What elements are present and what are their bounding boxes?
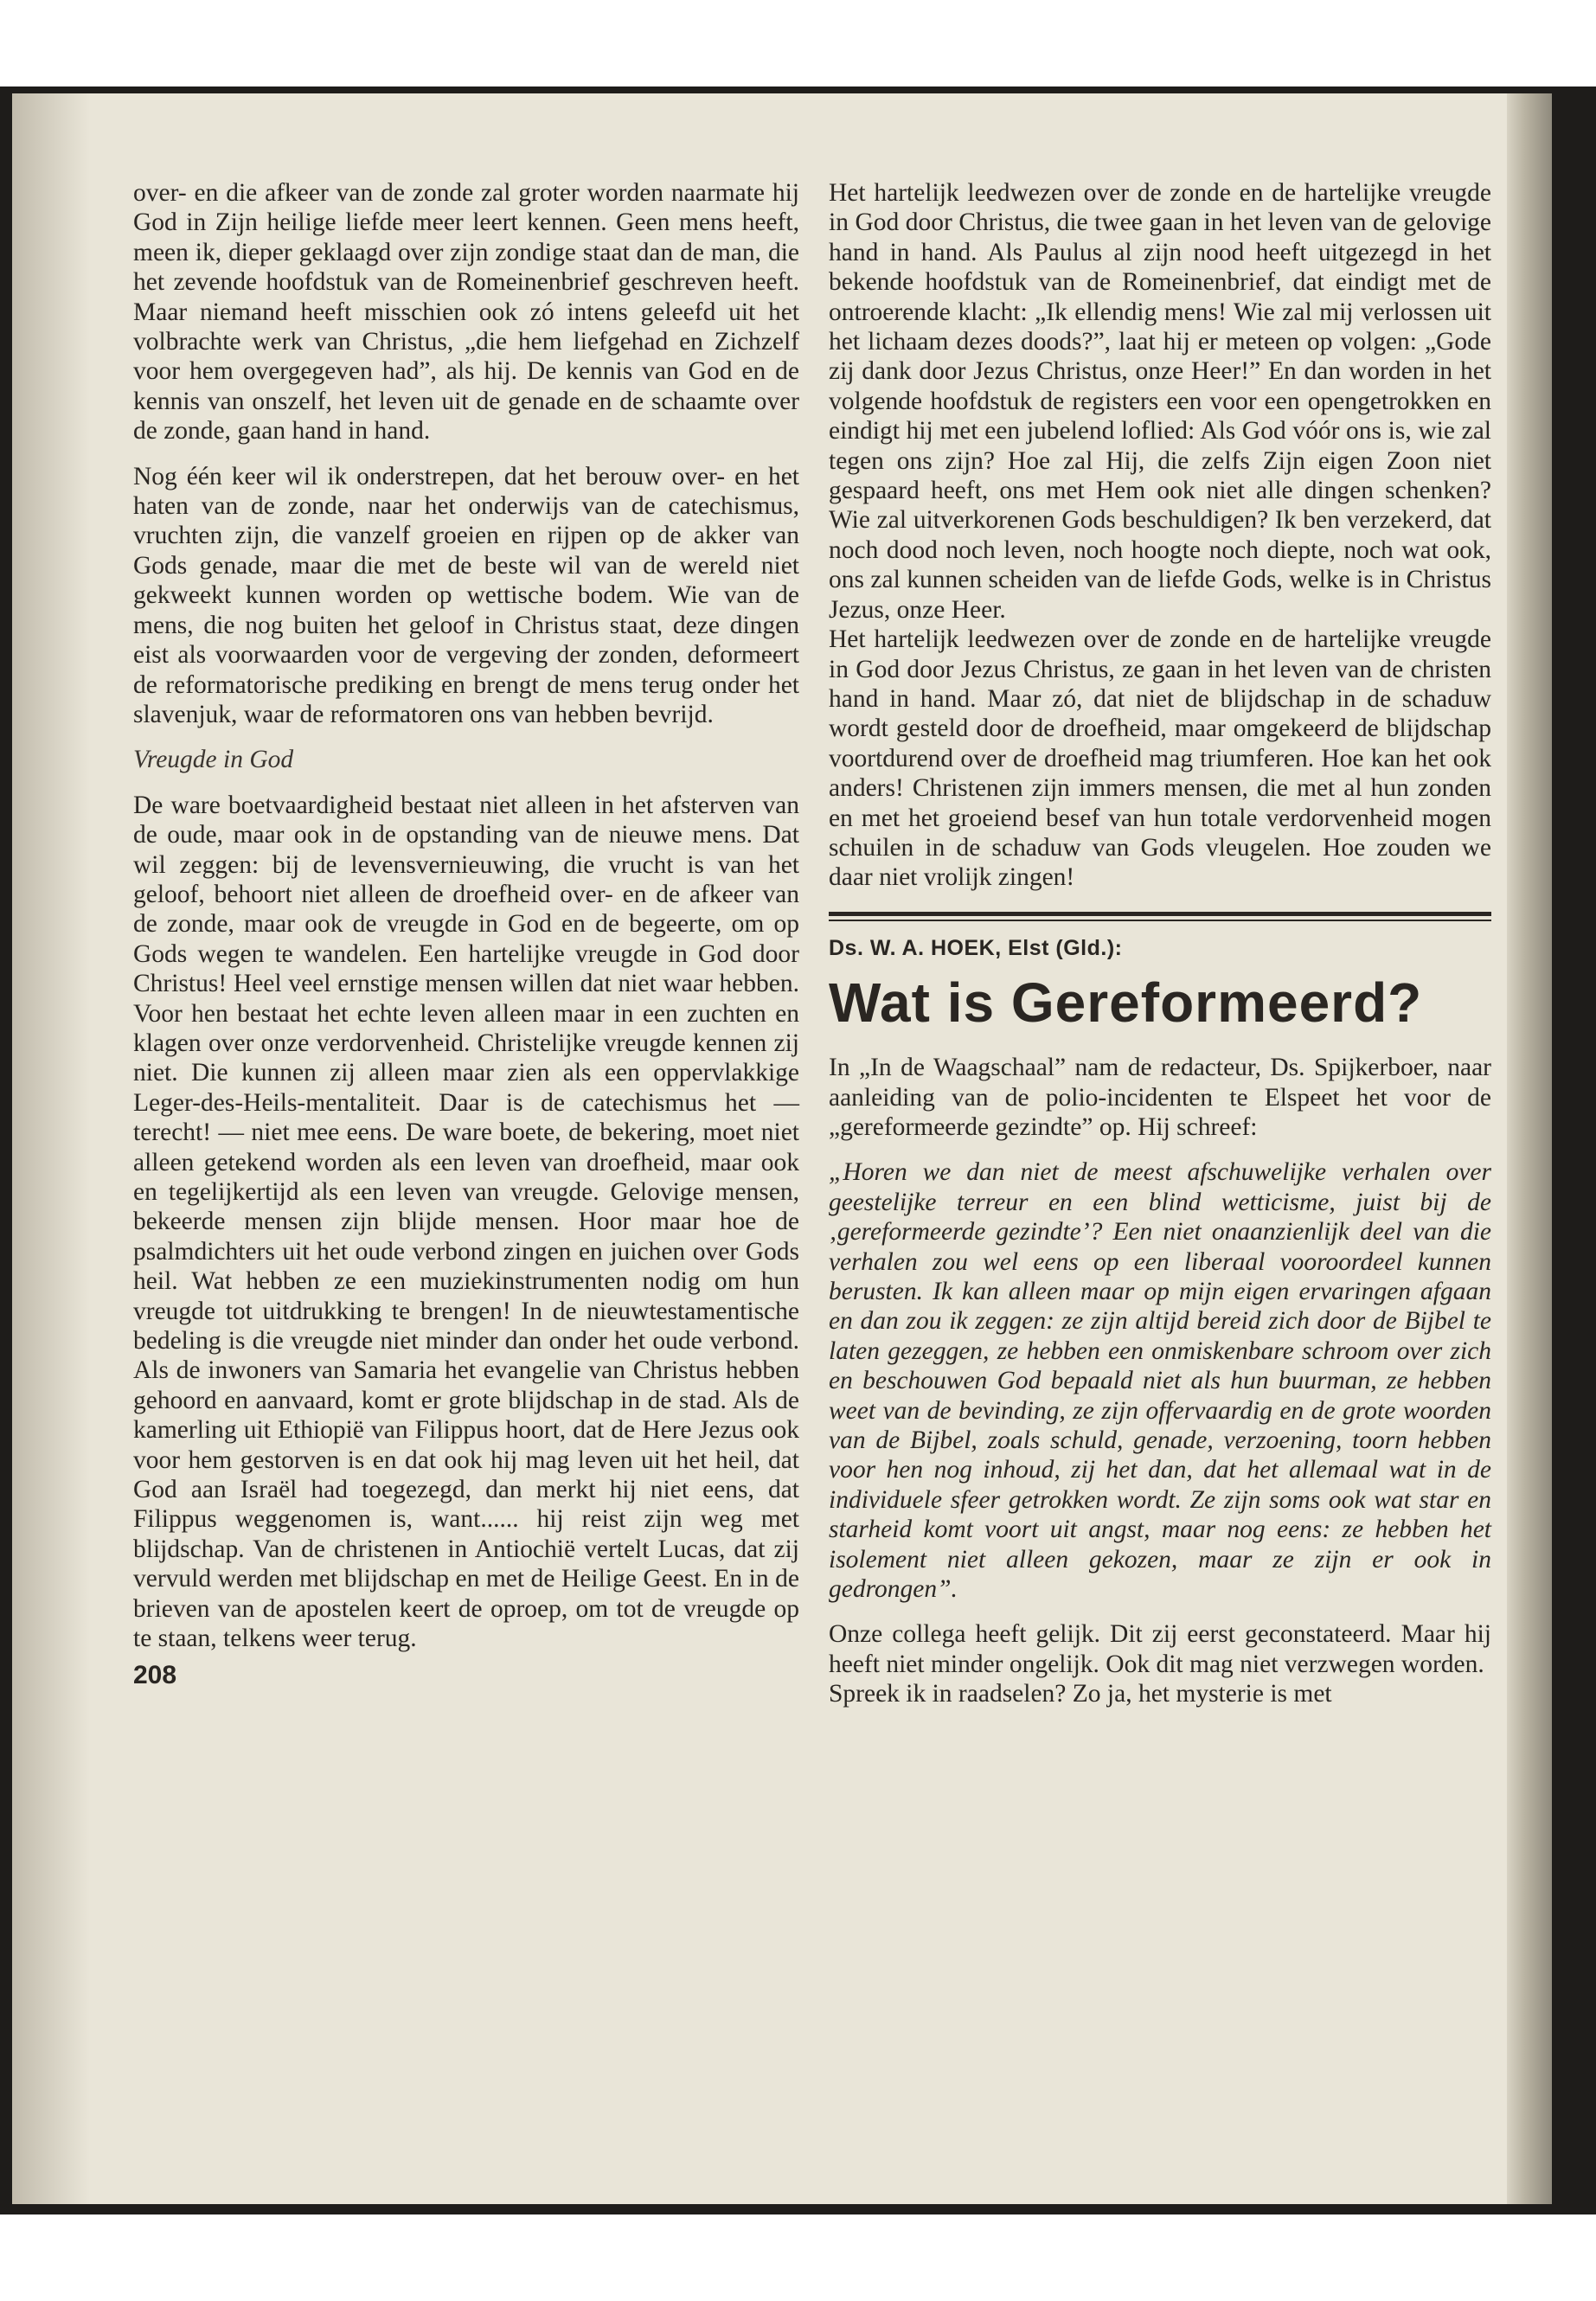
scanned-spread [0, 87, 1596, 2214]
paragraph: Spreek ik in raadselen? Zo ja, het mysterie is met [829, 1680, 1332, 1708]
divider-rule [829, 912, 1491, 916]
paragraph: De ware boetvaardigheid bestaat niet alleen in het afsterven van de oude, maar ook in de opstanding van de nieuwe mens. Dat wil zeggen: bij de levensvernieuwing, die vrucht is van het geloof, behoort niet alleen de droefheid over- en de afkeer van de zonde, maar ook de vreugde in God en de begeerte, om op Gods wegen te wandelen. Een hartelijke vreugde in God door Christus! Heel veel ernstige mensen willen dat niet waar hebben. Voor hen bestaat het echte leven alleen maar in een zuchten en klagen over onze verdorvenheid. Christelijke vreugde kennen zij niet. Die kunnen zij alleen maar zien als een oppervlakkige Leger-des-Heils-mentaliteit. Daar is de catechismus het — terecht! — niet mee eens. De ware boete, de bekering, moet niet alleen getekend worden als een leven van droefheid, maar ook en tegelijkertijd als een leven van vreugde. Gelovige mensen, bekeerde mensen zijn blijde mensen. Hoor maar hoe de psalmdichters uit het oude verbond zingen en juichen over Gods heil. Wat hebben ze een muziekinstrumenten nodig om hun vreugde tot uitdrukking te brengen! In de nieuwtestamentische bedeling is die vreugde niet minder dan onder het oude verbond. Als de inwoners van Samaria het evangelie van Christus hebben gehoord en aanvaard, komt er grote blijdschap in de stad. Als de kamerling uit Ethiopië van Filippus hoort, dat de Here Jezus ook voor hem gestorven is en dat ook hij mag leven uit het heil, dat God aan Israël had toegezegd, dan merkt hij niet eens, dat Filippus weggenomen is, want...... hij reist zijn weg met blijdschap. Van de christenen in Antiochië vertelt Lucas, dat zij vervuld werden met blijdschap en met de Heilige Geest. En in de brieven van de apostelen keert de oproep, om tot de vreugde op te staan, telkens weer terug. [133, 791, 799, 1653]
section-subheading: Vreugde in God [133, 746, 294, 774]
paragraph: Onze collega heeft gelijk. Dit zij eerst geconstateerd. Maar hij heeft niet minder ongelijk. Ook dit mag niet verzwegen worden. [829, 1620, 1491, 1678]
divider-rule [829, 920, 1491, 921]
left-column [133, 178, 799, 1690]
quotation: „Horen we dan niet de meest afschuwelijke verhalen over geestelijke terreur en een blind wetticisme, juist bij de ‚gereformeerde gezindte’? Een niet onaanzienlijk deel van die verhalen zou wel eens op een liberaal vooroordeel kunnen berusten. Ik kan alleen maar op mijn eigen ervaringen afgaan en dan zou ik zeggen: ze zijn altijd bereid zich door de Bijbel te laten gezeggen, ze hebben een onmiskenbare schroom over zich en beschouwen God bepaald niet als hun buurman, ze hebben weet van de bevinding, ze zijn offervaardig en de grote woorden van de Bijbel, zoals schuld, genade, verzoening, toorn hebben voor hen nog inhoud, zij het dan, dat het allemaal wat in de individuele sfeer getrokken wordt. Ze zijn soms ook wat star en starheid komt voort uit angst, maar nog eens: ze hebben het isolement niet alleen gekozen, maar ze zijn er ook in gedrongen”. [829, 1158, 1491, 1604]
magazine-page [12, 93, 1552, 2204]
page-edge [1507, 93, 1552, 2204]
paragraph: In „In de Waagschaal” nam de redacteur, Ds. Spijkerboer, naar aanleiding van de polio-incidenten te Elspeet het voor de „gereformeerde gezindte” op. Hij schreef: [829, 1054, 1491, 1141]
right-column [829, 178, 1491, 1709]
article-headline: Wat is Gereformeerd? [829, 971, 1423, 1035]
paragraph: Het hartelijk leedwezen over de zonde en de hartelijke vreugde in God door Jezus Christus, ze gaan in het leven van de christen hand in hand. Maar zó, dat niet de blijdschap in de schaduw wordt gesteld door de droefheid, maar omgekeerd de blijdschap voortdurend over de droefheid mag triumferen. Hoe kan het ook anders! Christenen zijn immers mensen, die met al hun zonden en met het groeiend besef van hun totale verdorvenheid mogen schuilen in de schaduw van Gods vleugelen. Hoe zouden we daar niet vrolijk zingen! [829, 625, 1491, 892]
paragraph: Nog één keer wil ik onderstrepen, dat het berouw over- en het haten van de zonde, naar het onderwijs van de catechismus, vruchten zijn, die vanzelf groeien en rijpen op de akker van Gods genade, maar die met de beste wil van de wereld niet gekweekt kunnen worden op wettische bodem. Wie van de mens, die nog buiten het geloof in Christus staat, deze dingen eist als voorwaarden voor de vergeving der zonden, deformeert de reformatorische prediking en brengt de mens terug onder het slavenjuk, waar de reformatoren ons van hebben bevrijd. [133, 462, 799, 728]
article-author: Ds. W. A. HOEK, Elst (Gld.): [829, 935, 1123, 960]
paragraph: Het hartelijk leedwezen over de zonde en de hartelijke vreugde in God door Christus, die twee gaan in het leven van de gelovige hand in hand. Als Paulus al zijn nood heeft uitgezegd in het bekende hoofdstuk van de Romeinenbrief, dat eindigt met de ontroerende klacht: „Ik ellendig mens! Wie zal mij verlossen uit het lichaam dezes doods?”, laat hij er meteen op volgen: „Gode zij dank door Jezus Christus, onze Heer!” En dan worden in het volgende hoofdstuk de registers een voor een opengetrokken en eindigt hij met een jubelend loflied: Als God vóór ons is, wie zal tegen ons zijn? Hoe zal Hij, die zelfs Zijn eigen Zoon niet gespaard heeft, ons met Hem ook niet alle dingen schenken? Wie zal uitverkorenen Gods beschuldigen? Ik ben verzekerd, dat noch dood noch leven, noch hoogte noch diepte, noch wat ook, ons zal kunnen scheiden van de liefde Gods, welke is in Christus Jezus, onze Heer. [829, 179, 1491, 624]
page-number: 208 [133, 1660, 177, 1689]
binding-shadow [12, 93, 90, 2204]
paragraph: over- en die afkeer van de zonde zal groter worden naarmate hij God in Zijn heilige liefde meer leert kennen. Geen mens heeft, meen ik, dieper geklaagd over zijn zondige staat dan de man, die het zevende hoofdstuk van de Romeinenbrief geschreven heeft. Maar niemand heeft misschien ook zó intens geleefd uit het volbrachte werk van Christus, „die hem liefgehad en Zichzelf voor hem overgegeven had”, als hij. De kennis van God en de kennis van onszelf, het leven uit de genade en de schaamte over de zonde, gaan hand in hand. [133, 179, 799, 445]
